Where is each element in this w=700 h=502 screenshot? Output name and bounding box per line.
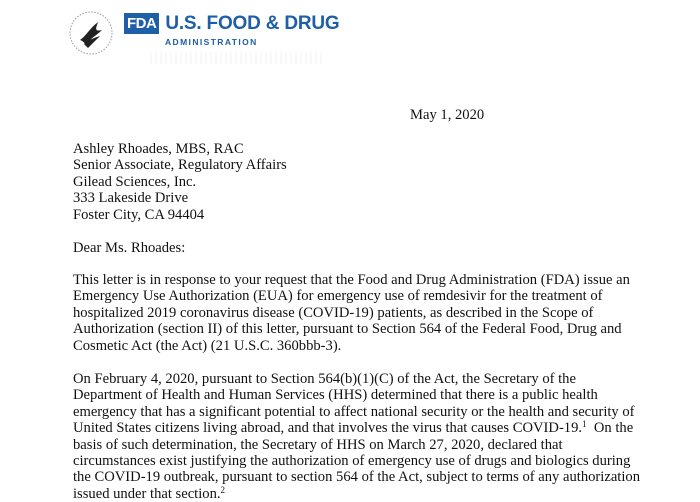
salutation: Dear Ms. Rhoades:	[73, 240, 186, 256]
agency-name: U.S. FOOD & DRUG	[165, 12, 340, 34]
footnote-ref-1[interactable]: 1	[582, 419, 587, 430]
paragraph-line: the COVID-19 outbreak, pursuant to section 564 of the Act, subject to terms of any authorization	[73, 469, 640, 486]
paragraph-1	[73, 272, 630, 354]
paragraph-line: Authorization (section II) of this letter, pursuant to Section 564 of the Federal Food, Drug and	[73, 321, 622, 338]
fda-abbrev-box: FDA	[124, 13, 159, 34]
recipient-city: Foster City, CA 94404	[73, 206, 205, 223]
paragraph-line: emergency that has a significant potential to affect national security or the health and security of	[73, 403, 635, 420]
paragraph-line: Department of Health and Human Services (HHS) determined that there is a public health	[73, 387, 598, 404]
scan-artifact	[150, 52, 325, 64]
recipient-address	[73, 141, 287, 223]
paragraph-text: issued under that section.	[73, 485, 221, 502]
recipient-company: Gilead Sciences, Inc.	[73, 173, 197, 190]
paragraph-line: On February 4, 2020, pursuant to Section 564(b)(1)(C) of the Act, the Secretary of the	[73, 371, 576, 387]
footnote-ref-2[interactable]: 2	[220, 484, 226, 495]
paragraph-line: Emergency Use Authorization (EUA) for emergency use of remdesivir for the treatment of	[73, 288, 603, 305]
agency-subtitle: ADMINISTRATION	[165, 37, 258, 47]
recipient-name: Ashley Rhoades, MBS, RAC	[73, 141, 244, 157]
paragraph-2	[73, 371, 640, 502]
paragraph-line	[73, 420, 640, 436]
letter-date: May 1, 2020	[410, 107, 485, 123]
hhs-eagle-seal-icon	[66, 10, 116, 56]
fda-logo	[124, 13, 339, 47]
recipient-street: 333 Lakeside Drive	[73, 190, 189, 207]
paragraph-line: circumstances exist justifying the authorization of emergency use of drugs and biologics during	[73, 452, 631, 469]
paragraph-line	[73, 486, 640, 502]
recipient-title: Senior Associate, Regulatory Affairs	[73, 157, 287, 174]
paragraph-line: Cosmetic Act (the Act) (21 U.S.C. 360bbb-3).	[73, 337, 342, 354]
paragraph-line: This letter is in response to your request that the Food and Drug Administration (FDA) issue an	[73, 272, 630, 288]
paragraph-line: hospitalized 2019 coronavirus disease (COVID-19) patients, as described in the Scope of	[73, 304, 594, 321]
paragraph-line: basis of such determination, the Secretary of HHS on March 27, 2020, declared that	[73, 436, 563, 453]
paragraph-text: United States citizens living abroad, and that involves the virus that causes COVID-19.	[73, 420, 583, 437]
paragraph-text: On the	[586, 420, 634, 437]
